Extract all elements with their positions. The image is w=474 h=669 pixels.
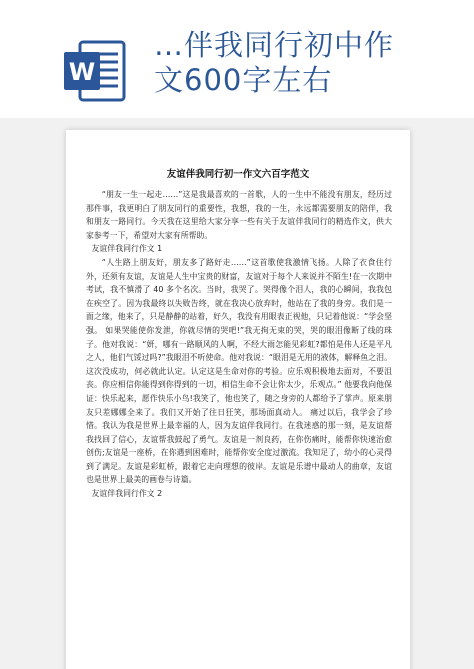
header-title-line2: 文600字左右	[154, 63, 333, 97]
section-heading-1: 友谊伴我同行作文 1	[91, 244, 163, 254]
document-title: 友谊伴我同行初一作文六百字范文	[166, 169, 310, 180]
header-title-line1: …伴我同行初中作	[154, 28, 395, 62]
paragraph-essay-1: “人生路上朋友好，朋友多了路好走……”这首歌使我激情飞扬。人除了衣食住行外，还须有友谊，友谊是人生中宝贵的财富，友谊对于每个人来说并不陌生!在一次期中考试，我不慎滑了 40 多个名次。当时，我哭了。哭得像个泪人，我的心瞬间，我我包在疾空了。因为我最终以失败告终，就在我决心放弃时，他站在了我的身旁。我们是一面之缘，他来了，只是静静的站着，好久，我没有用眼表正视他，只记着他说：“学会坚强。 如果哭能使你发泄，你就尽情的哭吧!”我无拘无束的哭，哭的眼泪像断了线的珠子。他对我说：“妍，哪有一路顺风的人啊，不经大雨怎能见彩虹?都怕是伟人还是平凡之人，他们气馁过吗?”我眼泪不听使命。他对我说：“眼泪是无用的液体，解释鱼之泪。这次没成功，何必就此认定。认定这是生命对你的考验。应乐观积极地去面对，不要沮丧。你应相信你能得到你得到的一切，相信生命不会让你太少，乐观点。” 他要我向他保证：快乐起来，愿作快乐小鸟!我笑了，他也笑了，随之身旁的人都给予了掌声。原来朋友只差娜娜全来了。我们又开始了往日狂笑，那场面真动人。 痛过以后，我学会了珍惜。我认为我是世界上最幸福的人，因为友谊伴我同行。在我迷惑的那一刻，是友谊帮我找回了信心，友谊帮我鼓起了勇气。友谊是一剂良药，在你伤痛时，能帮你快速治愈创伤;友谊是一座桥，在你遇到困难时，能帮你安全度过激流。我知足了，幼小的心灵得到了满足。友谊是彩虹桥，跟着它走向理想的彼岸。友谊是乐谱中最动人的曲章，友谊也是世界上最美的画卷与诗篇。	[86, 257, 392, 485]
document-body	[86, 188, 392, 501]
word-icon	[64, 40, 126, 102]
section-heading-2: 友谊伴我同行作文 2	[91, 489, 163, 499]
paragraph-intro: “朋友一生一起走……”这是我最喜欢的一首歌，人的一生中不能没有朋友，经历过那件事，我更明白了朋友同行的重要性，我想，我的一生，永远都需要朋友的陪伴，我和朋友一路同行。今天我在这里给大家分享一些有关于友谊伴我同行的精选作文，供大家参考一下，希望对大家有所帮助。	[86, 190, 392, 240]
word-icon-letter: W	[68, 58, 96, 86]
header	[0, 0, 474, 118]
document-page	[66, 130, 410, 669]
header-title	[154, 28, 464, 98]
